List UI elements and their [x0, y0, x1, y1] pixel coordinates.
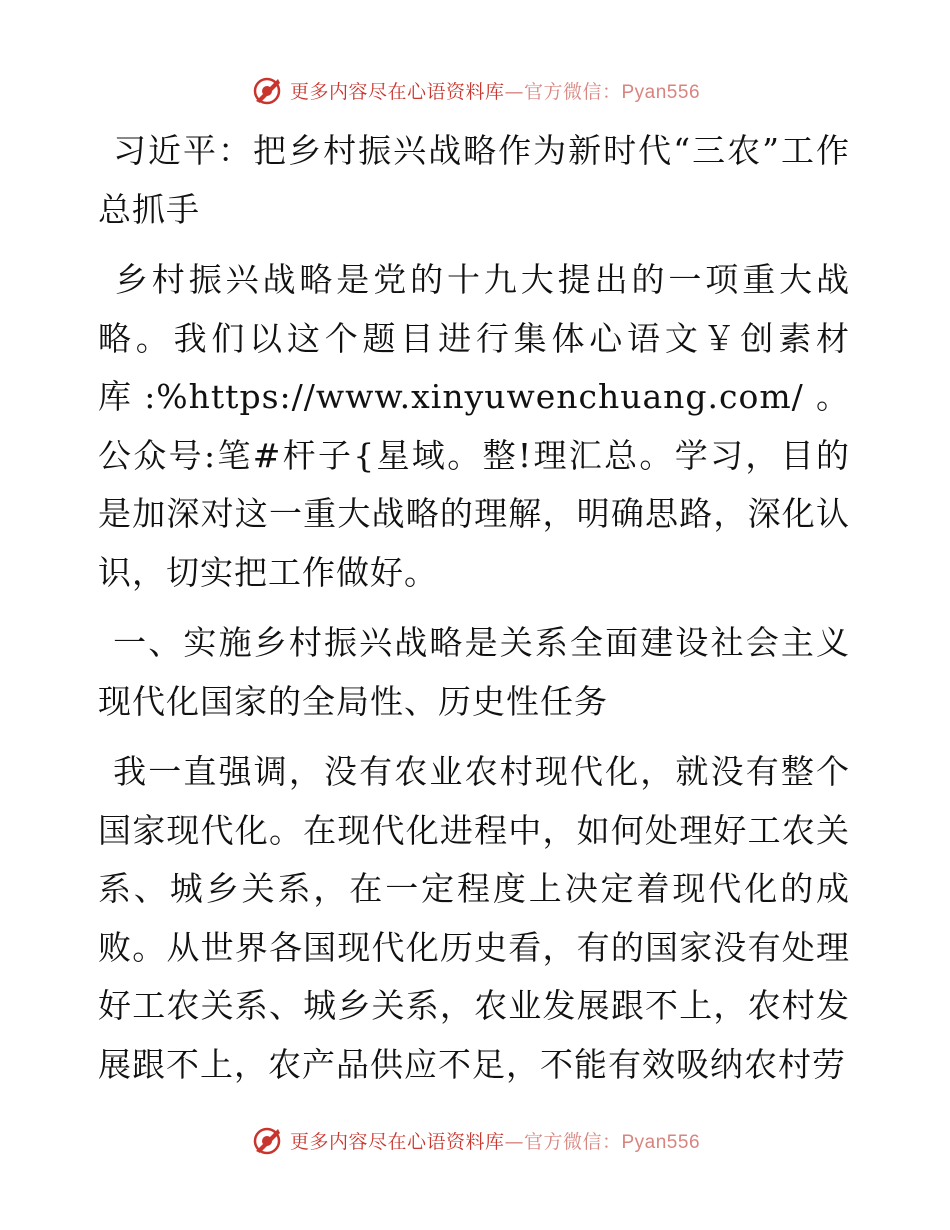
paragraph-body: 我一直强调，没有农业农村现代化，就没有整个国家现代化。在现代化进程中，如何处理好工农关系、城乡关系，在一定程度上决定着现代化的成败。从世界各国现代化历史看，有的国家没有处理好工农关系、城乡关系，农业发展跟不上，农村发展跟不上，农产品供应不足，不能有效吸纳农村劳 [98, 752, 850, 1084]
quill-logo-icon [250, 1123, 284, 1157]
paragraph-intro: 乡村振兴战略是党的十九大提出的一项重大战略。我们以这个题目进行集体心语文￥创素材库:%https://www.xinyuwenchuang.com/。公众号:笔#杆子{星域。整!理汇总。学习，目的是加深对这一重大战略的理解，明确思路，深化认识，切实把工作做好。 [98, 260, 850, 592]
watermark-footer [0, 1120, 950, 1160]
section-heading: 一、实施乡村振兴战略是关系全面建设社会主义现代化国家的全局性、历史性任务 [98, 623, 850, 721]
quill-logo-icon [250, 73, 284, 107]
watermark-text: 更多内容尽在心语资料库—官方微信：Pyan556 [289, 80, 701, 103]
document-title: 习近平：把乡村振兴战略作为新时代“三农”工作总抓手 [98, 131, 850, 229]
watermark-header [0, 70, 950, 110]
watermark-text: 更多内容尽在心语资料库—官方微信：Pyan556 [289, 1130, 701, 1153]
document-body [98, 122, 850, 1106]
